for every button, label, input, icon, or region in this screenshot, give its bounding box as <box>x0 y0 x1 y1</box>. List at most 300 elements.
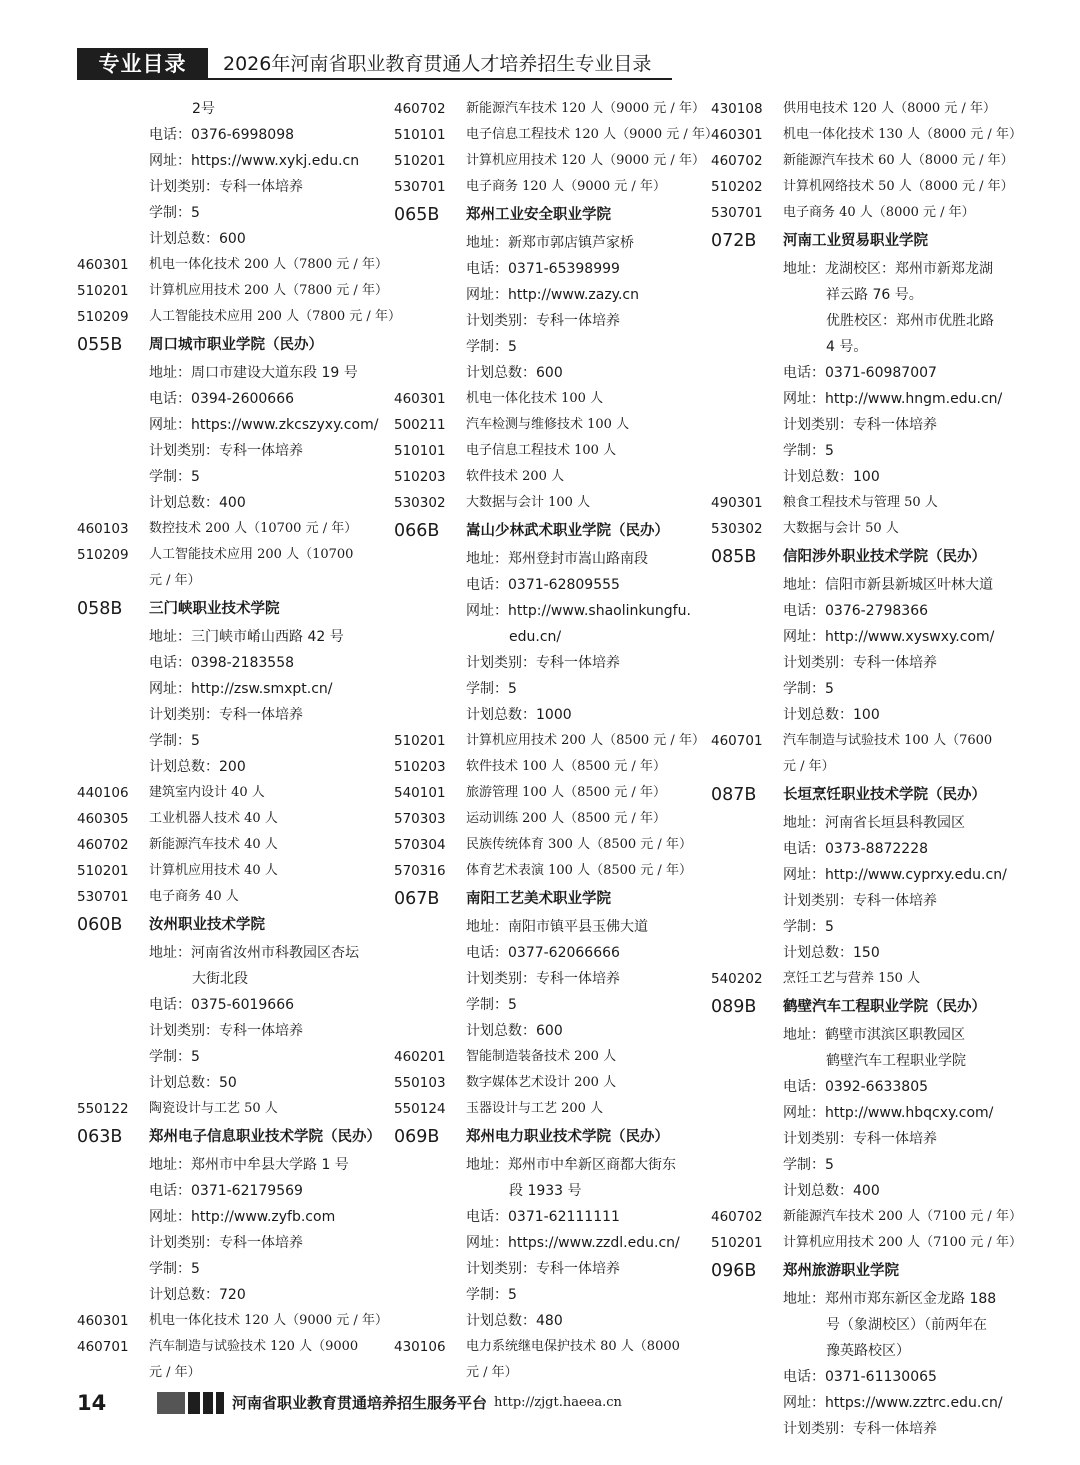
school-info-line <box>394 256 694 282</box>
school-name: 三门峡职业技术学院 <box>149 601 280 617</box>
info-text: 电话：0371-62179569 <box>149 1183 303 1199</box>
program-name: 软件技术 100 人（8500 元 / 年） <box>466 759 666 774</box>
program-code: 570316 <box>394 863 446 879</box>
program-row <box>711 174 1014 200</box>
school-info-line <box>77 1018 377 1044</box>
info-text: 地址：鹤壁市淇滨区职教园区 <box>783 1027 965 1043</box>
school-info-line <box>77 1282 377 1308</box>
school-info-line <box>77 1178 377 1204</box>
info-continuation <box>394 624 694 650</box>
info-continuation <box>711 308 1011 334</box>
school-info-line <box>77 490 377 516</box>
school-code: 055B <box>77 335 123 355</box>
school-heading <box>77 910 377 940</box>
school-name: 南阳工艺美术职业学院 <box>466 891 611 907</box>
info-text: 元 / 年） <box>783 759 835 774</box>
info-text: 计划类别：专科一体培养 <box>783 655 937 671</box>
info-text: 网址：http://www.cyprxy.edu.cn/ <box>783 867 1007 883</box>
school-info-line <box>77 754 377 780</box>
school-heading <box>77 330 377 360</box>
info-text: 电话：0371-62809555 <box>466 577 620 593</box>
school-heading <box>394 516 694 546</box>
school-info-line <box>711 1178 1011 1204</box>
school-info-line <box>77 174 377 200</box>
program-row <box>711 122 1022 148</box>
school-info-line <box>77 624 377 650</box>
info-text: 计划总数：720 <box>149 1287 246 1303</box>
school-name: 郑州电子信息职业技术学院（民办） <box>149 1129 381 1145</box>
school-code: 060B <box>77 915 123 935</box>
info-text: 2号 <box>192 101 215 117</box>
info-text: 计划类别：专科一体培养 <box>783 893 937 909</box>
school-info-line <box>711 862 1011 888</box>
program-name: 新能源汽车技术 120 人（9000 元 / 年） <box>466 101 705 116</box>
school-info-line <box>77 464 377 490</box>
school-info-line <box>394 308 694 334</box>
school-info-line <box>711 1126 1011 1152</box>
school-info-line <box>394 572 694 598</box>
info-text: 电话：0371-60987007 <box>783 365 937 381</box>
school-info-line <box>711 624 1011 650</box>
school-info-line <box>77 412 377 438</box>
program-name: 玉器设计与工艺 200 人 <box>466 1101 604 1116</box>
info-continuation <box>711 1312 1011 1338</box>
info-text: 计划总数：100 <box>783 707 880 723</box>
program-name: 机电一体化技术 100 人 <box>466 391 604 406</box>
school-info-line <box>394 1230 694 1256</box>
info-text: 地址：周口市建设大道东段 19 号 <box>149 365 358 381</box>
school-info-line <box>711 256 1011 282</box>
school-info-line <box>77 122 377 148</box>
school-heading <box>711 992 1011 1022</box>
info-text: 网址：http://www.zazy.cn <box>466 287 639 303</box>
school-info-line <box>711 1416 1011 1442</box>
program-code: 510201 <box>394 153 446 169</box>
info-text: 计划类别：专科一体培养 <box>149 707 303 723</box>
program-row <box>77 1334 377 1360</box>
program-code: 540202 <box>711 971 763 987</box>
program-name: 电力系统继电保护技术 80 人（8000 <box>466 1339 680 1354</box>
info-text: 计划总数：1000 <box>466 707 572 723</box>
info-text: 地址：郑州市中牟县大学路 1 号 <box>149 1157 349 1173</box>
school-info-line <box>711 464 1011 490</box>
program-row <box>711 966 1011 992</box>
info-continuation <box>394 1178 694 1204</box>
school-info-line <box>711 914 1011 940</box>
program-code: 530701 <box>394 179 446 195</box>
info-text: 计划总数：480 <box>466 1313 563 1329</box>
column-3 <box>711 96 1022 1442</box>
info-continuation <box>711 1338 1011 1364</box>
info-text: 网址：http://www.hngm.edu.cn/ <box>783 391 1003 407</box>
program-name: 人工智能技术应用 200 人（7800 元 / 年） <box>149 309 401 324</box>
info-text: 计划类别：专科一体培养 <box>149 1023 303 1039</box>
program-name: 机电一体化技术 200 人（7800 元 / 年） <box>149 257 388 272</box>
school-info-line <box>711 1286 1011 1312</box>
program-name: 新能源汽车技术 60 人（8000 元 / 年） <box>783 153 1014 168</box>
school-code: 072B <box>711 231 757 251</box>
school-info-line <box>394 1152 694 1178</box>
info-text: 元 / 年） <box>149 1365 201 1380</box>
program-code: 510201 <box>394 733 446 749</box>
program-code: 530302 <box>711 521 763 537</box>
info-continuation <box>77 96 377 122</box>
school-info-line <box>711 412 1011 438</box>
program-name: 旅游管理 100 人（8500 元 / 年） <box>466 785 666 800</box>
info-continuation <box>77 966 377 992</box>
program-row <box>394 464 694 490</box>
school-name: 河南工业贸易职业学院 <box>783 233 928 249</box>
program-name: 烹饪工艺与营养 150 人 <box>783 971 921 986</box>
info-text: 计划类别：专科一体培养 <box>149 179 303 195</box>
info-text: 计划总数：150 <box>783 945 880 961</box>
program-row <box>77 278 388 304</box>
program-name: 供用电技术 120 人（8000 元 / 年） <box>783 101 996 116</box>
school-heading <box>711 542 1011 572</box>
info-text: 鹤壁汽车工程职业学院 <box>826 1053 966 1069</box>
school-info-line <box>77 1204 377 1230</box>
program-row <box>77 884 377 910</box>
program-code: 460301 <box>394 391 446 407</box>
program-row <box>394 438 694 464</box>
school-info-line <box>711 1100 1011 1126</box>
program-name: 人工智能技术应用 200 人（10700 <box>149 547 354 562</box>
program-row <box>394 1096 694 1122</box>
program-name: 民族传统体育 300 人（8500 元 / 年） <box>466 837 692 852</box>
school-info-line <box>394 1256 694 1282</box>
program-continuation <box>77 1360 377 1386</box>
info-text: 电话：0376-6998098 <box>149 127 295 143</box>
school-name: 郑州电力职业技术学院（民办） <box>466 1129 669 1145</box>
program-name: 数控技术 200 人（10700 元 / 年） <box>149 521 358 536</box>
program-code: 460301 <box>711 127 763 143</box>
school-info-line <box>711 438 1011 464</box>
info-text: 网址：https://www.zzdl.edu.cn/ <box>466 1235 680 1251</box>
footer-title: 河南省职业教育贯通培养招生服务平台 <box>232 1394 488 1412</box>
info-text: 地址：南阳市镇平县玉佛大道 <box>466 919 648 935</box>
info-continuation <box>711 282 1011 308</box>
school-info-line <box>394 1308 694 1334</box>
school-info-line <box>394 676 694 702</box>
info-text: 计划总数：600 <box>466 1023 563 1039</box>
program-row <box>77 1096 377 1122</box>
school-code: 087B <box>711 785 757 805</box>
program-row <box>77 1308 388 1334</box>
info-text: 电话：0371-61130065 <box>783 1369 937 1385</box>
school-info-line <box>77 1070 377 1096</box>
info-text: 电话：0392-6633805 <box>783 1079 929 1095</box>
info-text: 网址：http://zsw.smxpt.cn/ <box>149 681 333 697</box>
school-info-line <box>711 810 1011 836</box>
program-row <box>394 412 694 438</box>
info-text: 电话：0371-62111111 <box>466 1209 620 1225</box>
program-name: 软件技术 200 人 <box>466 469 565 484</box>
school-name: 长垣烹饪职业技术学院（民办） <box>783 787 986 803</box>
footer-url: http://zjgt.haeea.cn <box>494 1395 622 1410</box>
school-info-line <box>394 1282 694 1308</box>
program-row <box>394 728 705 754</box>
program-code: 490301 <box>711 495 763 511</box>
program-name: 数字媒体艺术设计 200 人 <box>466 1075 617 1090</box>
info-text: 优胜校区：郑州市优胜北路 <box>826 313 994 329</box>
info-text: 电话：0375-6019666 <box>149 997 295 1013</box>
school-heading <box>77 594 377 624</box>
program-row <box>77 780 377 806</box>
school-info-line <box>711 1152 1011 1178</box>
school-info-line <box>77 386 377 412</box>
program-name: 新能源汽车技术 200 人（7100 元 / 年） <box>783 1209 1022 1224</box>
info-text: 学制：5 <box>149 469 200 485</box>
school-code: 066B <box>394 521 440 541</box>
info-text: 计划类别：专科一体培养 <box>466 313 620 329</box>
program-code: 460702 <box>77 837 129 853</box>
info-text: 网址：http://www.zyfb.com <box>149 1209 336 1225</box>
column-2 <box>394 96 718 1386</box>
school-info-line <box>711 888 1011 914</box>
program-row <box>711 200 1011 226</box>
program-name: 汽车制造与试验技术 120 人（9000 <box>149 1339 359 1354</box>
program-name: 粮食工程技术与管理 50 人 <box>783 495 938 510</box>
program-name: 计算机网络技术 50 人（8000 元 / 年） <box>783 179 1014 194</box>
program-name: 电子商务 120 人（9000 元 / 年） <box>466 179 666 194</box>
program-name: 电子信息工程技术 100 人 <box>466 443 617 458</box>
info-text: 学制：5 <box>466 997 517 1013</box>
school-info-line <box>394 360 694 386</box>
column-1 <box>77 96 401 1386</box>
school-info-line <box>711 940 1011 966</box>
school-name: 汝州职业技术学院 <box>149 917 265 933</box>
program-code: 460701 <box>711 733 763 749</box>
program-code: 430106 <box>394 1339 446 1355</box>
program-code: 530701 <box>77 889 129 905</box>
program-name: 大数据与会计 50 人 <box>783 521 899 536</box>
info-text: 计划总数：100 <box>783 469 880 485</box>
program-row <box>77 252 388 278</box>
school-info-line <box>77 650 377 676</box>
info-text: 学制：5 <box>466 339 517 355</box>
info-continuation <box>711 1048 1011 1074</box>
program-code: 510209 <box>77 547 129 563</box>
info-text: 号（象湖校区）（前两年在 <box>826 1317 987 1333</box>
school-info-line <box>394 230 694 256</box>
school-info-line <box>394 702 694 728</box>
info-text: 地址：河南省长垣县科教园区 <box>783 815 965 831</box>
info-text: 网址：https://www.zkcszyxy.com/ <box>149 417 379 433</box>
school-heading <box>711 780 1011 810</box>
info-text: 地址：信阳市新县新城区叶林大道 <box>783 577 993 593</box>
program-name: 计算机应用技术 120 人（9000 元 / 年） <box>466 153 705 168</box>
program-name: 大数据与会计 100 人 <box>466 495 591 510</box>
school-info-line <box>77 992 377 1018</box>
program-row <box>711 728 1011 754</box>
program-row <box>711 490 1011 516</box>
section-tag: 专业目录 <box>77 48 208 80</box>
program-row <box>394 122 718 148</box>
program-code: 460701 <box>77 1339 129 1355</box>
info-text: 计划总数：600 <box>149 231 246 247</box>
school-name: 郑州旅游职业学院 <box>783 1263 899 1279</box>
program-row <box>394 832 694 858</box>
info-text: 学制：5 <box>783 443 834 459</box>
school-info-line <box>711 360 1011 386</box>
program-code: 460702 <box>711 1209 763 1225</box>
info-text: 学制：5 <box>783 681 834 697</box>
school-info-line <box>77 940 377 966</box>
info-text: 计划类别：专科一体培养 <box>466 1261 620 1277</box>
info-text: 计划总数：600 <box>466 365 563 381</box>
school-info-line <box>77 200 377 226</box>
program-row <box>711 96 1011 122</box>
school-name: 嵩山少林武术职业学院（民办） <box>466 523 669 539</box>
program-code: 550124 <box>394 1101 446 1117</box>
program-code: 530701 <box>711 205 763 221</box>
school-info-line <box>394 914 694 940</box>
info-text: 学制：5 <box>149 733 200 749</box>
program-name: 汽车制造与试验技术 100 人（7600 <box>783 733 993 748</box>
program-row <box>394 858 694 884</box>
school-info-line <box>77 1230 377 1256</box>
school-info-line <box>711 836 1011 862</box>
info-text: 学制：5 <box>783 919 834 935</box>
info-text: 计划类别：专科一体培养 <box>466 655 620 671</box>
info-text: 电话：0376-2798366 <box>783 603 929 619</box>
info-text: 地址：龙湖校区：郑州市新郑龙湖 <box>783 261 993 277</box>
program-row <box>394 780 694 806</box>
program-name: 机电一体化技术 120 人（9000 元 / 年） <box>149 1313 388 1328</box>
school-info-line <box>711 676 1011 702</box>
program-continuation <box>394 1360 694 1386</box>
info-text: 学制：5 <box>466 681 517 697</box>
program-code: 430108 <box>711 101 763 117</box>
school-code: 065B <box>394 205 440 225</box>
program-code: 460301 <box>77 1313 129 1329</box>
info-text: 计划总数：200 <box>149 759 246 775</box>
program-name: 建筑室内设计 40 人 <box>149 785 265 800</box>
info-text: 电话：0371-65398999 <box>466 261 620 277</box>
school-info-line <box>711 702 1011 728</box>
program-name: 电子商务 40 人 <box>149 889 239 904</box>
school-code: 085B <box>711 547 757 567</box>
program-name: 智能制造装备技术 200 人 <box>466 1049 617 1064</box>
school-info-line <box>394 334 694 360</box>
school-heading <box>394 200 694 230</box>
program-row <box>394 386 694 412</box>
info-text: 学制：5 <box>466 1287 517 1303</box>
info-text: 地址：新郑市郭店镇芦家桥 <box>466 235 634 251</box>
info-text: 祥云路 76 号。 <box>826 287 923 303</box>
school-info-line <box>77 1256 377 1282</box>
info-text: 计划类别：专科一体培养 <box>149 443 303 459</box>
info-text: 地址：河南省汝州市科教园区杏坛 <box>149 945 359 961</box>
program-code: 500211 <box>394 417 446 433</box>
school-info-line <box>77 1152 377 1178</box>
school-info-line <box>711 1022 1011 1048</box>
info-text: 计划总数：400 <box>149 495 246 511</box>
school-info-line <box>394 992 694 1018</box>
info-text: 计划类别：专科一体培养 <box>783 1421 937 1437</box>
program-code: 510203 <box>394 759 446 775</box>
program-code: 510201 <box>77 863 129 879</box>
school-heading <box>77 1122 381 1152</box>
info-text: 电话：0377-62066666 <box>466 945 620 961</box>
program-continuation <box>77 568 377 594</box>
school-info-line <box>77 702 377 728</box>
program-code: 570304 <box>394 837 446 853</box>
info-text: 大街北段 <box>192 971 248 987</box>
program-code: 550122 <box>77 1101 129 1117</box>
program-code: 440106 <box>77 785 129 801</box>
school-code: 096B <box>711 1261 757 1281</box>
info-continuation <box>711 334 1011 360</box>
school-info-line <box>77 226 377 252</box>
program-code: 460201 <box>394 1049 446 1065</box>
program-name: 机电一体化技术 130 人（8000 元 / 年） <box>783 127 1022 142</box>
program-code: 510201 <box>77 283 129 299</box>
school-name: 郑州工业安全职业学院 <box>466 207 611 223</box>
program-code: 510201 <box>711 1235 763 1251</box>
school-name: 周口城市职业学院（民办） <box>149 337 323 353</box>
program-row <box>77 858 377 884</box>
school-code: 069B <box>394 1127 440 1147</box>
program-name: 计算机应用技术 40 人 <box>149 863 278 878</box>
school-code: 058B <box>77 599 123 619</box>
info-text: 豫英路校区） <box>826 1343 910 1359</box>
school-info-line <box>711 650 1011 676</box>
info-text: 4 号。 <box>826 339 868 355</box>
school-info-line <box>711 386 1011 412</box>
info-text: 元 / 年） <box>466 1365 518 1380</box>
program-row <box>394 806 694 832</box>
school-info-line <box>711 1390 1011 1416</box>
program-name: 陶瓷设计与工艺 50 人 <box>149 1101 278 1116</box>
program-code: 540101 <box>394 785 446 801</box>
program-name: 计算机应用技术 200 人（7100 元 / 年） <box>783 1235 1022 1250</box>
header-rule <box>208 78 672 80</box>
info-text: 网址：http://www.hbqcxy.com/ <box>783 1105 994 1121</box>
page-header <box>77 48 672 80</box>
school-info-line <box>711 1074 1011 1100</box>
program-row <box>711 516 1011 542</box>
program-row <box>394 1044 694 1070</box>
program-row <box>394 174 694 200</box>
school-info-line <box>77 728 377 754</box>
program-code: 460702 <box>394 101 446 117</box>
program-code: 510101 <box>394 127 446 143</box>
info-text: 电话：0394-2600666 <box>149 391 295 407</box>
school-code: 067B <box>394 889 440 909</box>
info-text: 计划类别：专科一体培养 <box>783 417 937 433</box>
program-code: 510101 <box>394 443 446 459</box>
info-text: 计划总数：50 <box>149 1075 237 1091</box>
program-continuation <box>711 754 1011 780</box>
program-code: 510202 <box>711 179 763 195</box>
school-code: 089B <box>711 997 757 1017</box>
program-row <box>711 1230 1022 1256</box>
info-text: 网址：https://www.zztrc.edu.cn/ <box>783 1395 1003 1411</box>
school-info-line <box>711 572 1011 598</box>
school-info-line <box>394 940 694 966</box>
program-code: 550103 <box>394 1075 446 1091</box>
info-text: 网址：https://www.xykj.edu.cn <box>149 153 360 169</box>
school-info-line <box>711 598 1011 624</box>
info-text: 计划类别：专科一体培养 <box>783 1131 937 1147</box>
school-info-line <box>394 1204 694 1230</box>
program-name: 电子信息工程技术 120 人（9000 元 / 年） <box>466 127 718 142</box>
program-code: 460305 <box>77 811 129 827</box>
school-info-line <box>711 1364 1011 1390</box>
program-row <box>711 1204 1022 1230</box>
info-text: 学制：5 <box>149 1261 200 1277</box>
